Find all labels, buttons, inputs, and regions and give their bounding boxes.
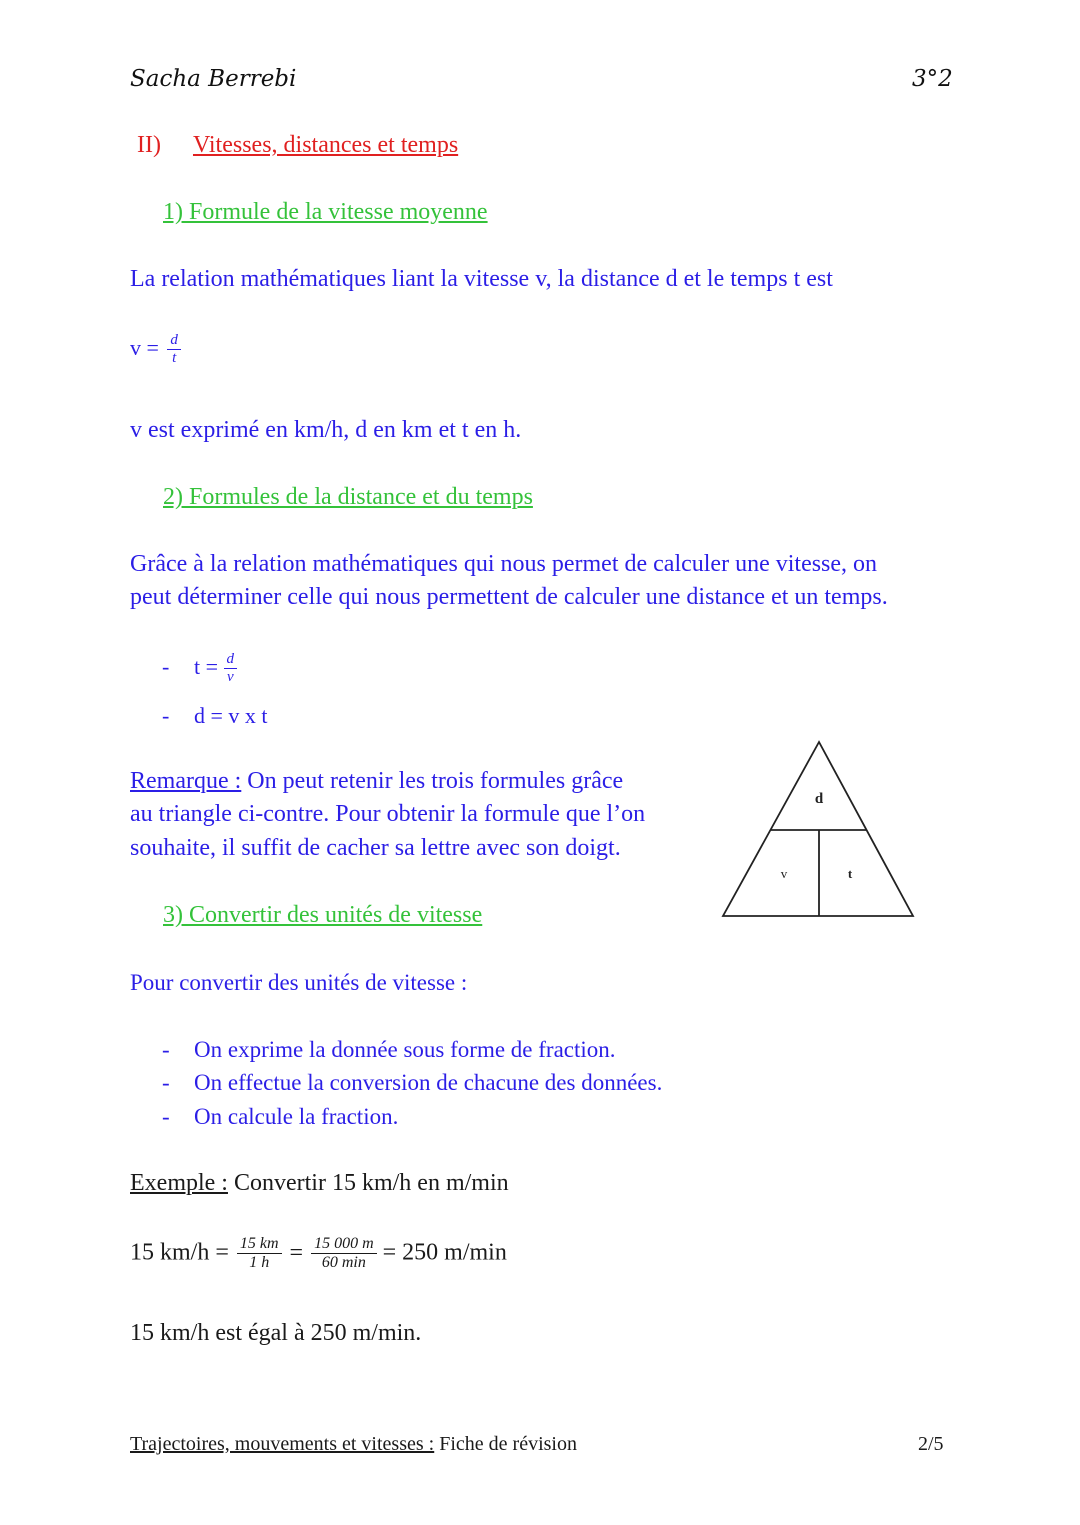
fraction-m-per-min-den: 60 min — [321, 1253, 366, 1271]
step-3-text: On calcule la fraction. — [194, 1104, 399, 1129]
step-2 — [162, 1070, 662, 1096]
speed-fraction-num: d — [167, 333, 181, 350]
subsection-2-title — [163, 484, 533, 511]
class-label: 3°2 — [912, 66, 953, 92]
fraction-m-per-min — [311, 1236, 377, 1272]
bullet-distance-formula — [162, 703, 268, 729]
subsection-1-title — [163, 199, 488, 226]
section-heading — [137, 132, 458, 159]
page-number: 2/5 — [918, 1433, 944, 1455]
example-line — [130, 1170, 509, 1197]
time-fraction-num: d — [224, 652, 238, 669]
speed-fraction-den: t — [172, 349, 177, 366]
triangle-outline — [723, 742, 913, 916]
remark-line-3: souhaite, il suffit de cacher sa lettre avec son doigt. — [130, 835, 621, 861]
fraction-km-per-h-den: 1 h — [249, 1253, 270, 1271]
author-name: Sacha Berrebi — [130, 66, 297, 92]
subsection-3-title-text: 3) Convertir des unités de vitesse — [163, 902, 483, 928]
distance-formula: d = v x t — [194, 703, 268, 728]
footer-title — [130, 1433, 577, 1456]
section-title: Vitesses, distances et temps — [192, 132, 459, 158]
fraction-m-per-min-num: 15 000 m — [311, 1236, 377, 1254]
bullet-dash: - — [162, 703, 170, 728]
remark-line-1 — [130, 768, 623, 795]
example-label: Exemple : — [130, 1170, 228, 1196]
time-formula-lhs: t = — [194, 654, 219, 680]
footer-title-underlined: Trajectoires, mouvements et vitesses : — [130, 1433, 435, 1455]
calc-equals: = — [289, 1239, 304, 1266]
conversion-calculation — [130, 1236, 507, 1272]
example-text: Convertir 15 km/h en m/min — [227, 1170, 509, 1196]
units-text: v est exprimé en km/h, d en km et t en h. — [130, 417, 522, 443]
step-1-text: On exprime la donnée sous forme de fraction. — [194, 1037, 616, 1062]
fraction-km-per-h-num: 15 km — [237, 1236, 282, 1254]
bullet-dash: - — [162, 1070, 170, 1095]
bullet-time-formula — [162, 652, 237, 686]
speed-formula — [130, 333, 181, 367]
triangle-letter-t: t — [847, 866, 853, 881]
bullet-dash: - — [162, 654, 170, 680]
relation-text: La relation mathématiques liant la vitesse v, la distance d et le temps t est — [130, 266, 833, 292]
step-3 — [162, 1104, 398, 1130]
remark-label: Remarque : — [130, 768, 242, 794]
time-fraction-den: v — [226, 668, 234, 685]
time-fraction — [224, 652, 238, 686]
calc-result: = 250 m/min — [382, 1239, 507, 1266]
bullet-dash: - — [162, 1104, 170, 1129]
subsection-3-title — [163, 902, 482, 929]
section-number: II) — [137, 132, 161, 158]
speed-fraction — [167, 333, 181, 367]
formula-triangle — [715, 735, 925, 925]
fraction-km-per-h — [237, 1236, 282, 1272]
calc-lhs: 15 km/h = — [130, 1239, 229, 1266]
speed-formula-lhs: v = — [130, 335, 159, 361]
step-2-text: On effectue la conversion de chacune des données. — [194, 1070, 663, 1095]
remark-line-2: au triangle ci-contre. Pour obtenir la formule que l’on — [130, 801, 646, 827]
triangle-letter-d: d — [814, 791, 824, 807]
triangle-letter-v: v — [780, 866, 788, 881]
footer-title-suffix: Fiche de révision — [434, 1433, 577, 1455]
paragraph-line-2: peut déterminer celle qui nous permettent de calculer une distance et un temps. — [130, 584, 888, 610]
conclusion-text: 15 km/h est égal à 250 m/min. — [130, 1320, 422, 1346]
subsection-1-title-text: 1) Formule de la vitesse moyenne — [163, 199, 488, 225]
conversion-intro: Pour convertir des unités de vitesse : — [130, 970, 468, 995]
remark-text-1: On peut retenir les trois formules grâce — [241, 768, 624, 794]
subsection-2-title-text: 2) Formules de la distance et du temps — [163, 484, 533, 510]
step-1 — [162, 1037, 616, 1063]
bullet-dash: - — [162, 1037, 170, 1062]
paragraph-line-1: Grâce à la relation mathématiques qui nous permet de calculer une vitesse, on — [130, 551, 878, 577]
